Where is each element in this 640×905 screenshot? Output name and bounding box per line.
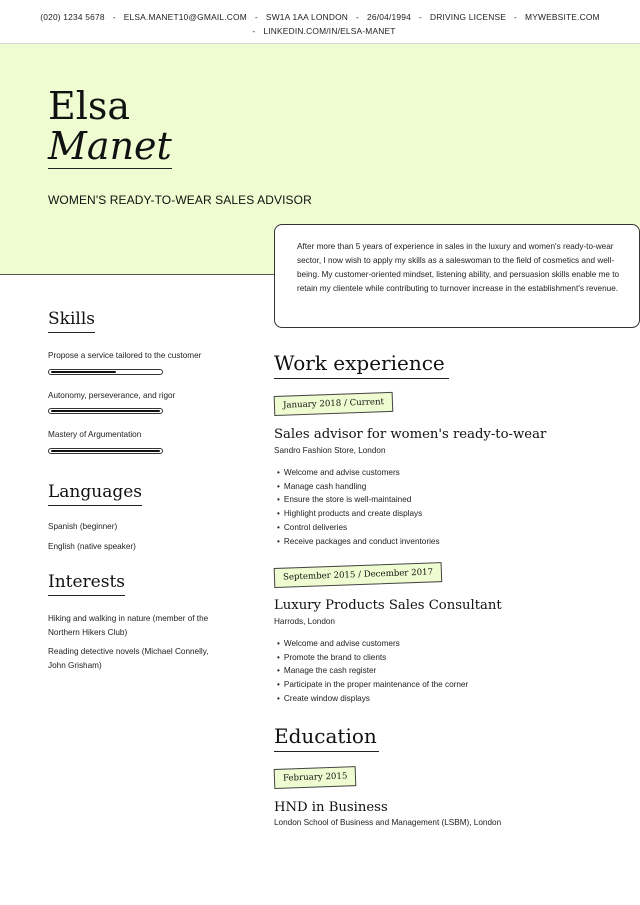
language-item-2: English (native speaker) [48, 542, 136, 551]
task-item: • Welcome and advise customers [277, 637, 468, 651]
task-item: • Participate in the proper maintenance of the corner [277, 678, 468, 692]
task-item: • Manage the cash register [277, 664, 468, 678]
contact-line-1: (020) 1234 5678 - ELSA.MANET10@GMAIL.COM - SW1A 1AA LONDON - 26/04/1994 - DRIVING LICENSE - MYWEBSITE.COM [40, 12, 600, 22]
contact-bar [0, 0, 640, 44]
skill-fill-1 [51, 371, 116, 373]
job-title: WOMEN'S READY-TO-WEAR SALES ADVISOR [48, 193, 312, 207]
interest-item-2: Reading detective novels (Michael Connelly, John Grisham) [48, 647, 209, 670]
task-item: • Promote the brand to clients [277, 651, 468, 665]
work-experience-title: Work experience [274, 351, 449, 379]
languages-title: Languages [48, 482, 142, 506]
contact-license: DRIVING LICENSE [429, 12, 507, 22]
skill-label-1: Propose a service tailored to the customer [48, 351, 202, 360]
last-name: Manet [48, 124, 172, 168]
task-item: • Manage cash handling [277, 480, 440, 494]
contact-website[interactable]: MYWEBSITE.COM [525, 12, 600, 22]
language-item-1: Spanish (beginner) [48, 522, 118, 531]
job-1-date: January 2018 / Current [274, 392, 394, 416]
contact-linkedin[interactable]: LINKEDIN.COM/IN/ELSA-MANET [263, 26, 396, 36]
job-1-employer: Sandro Fashion Store, London [274, 446, 386, 455]
skill-bar-1 [48, 369, 163, 375]
education-date: February 2015 [274, 766, 357, 789]
task-item: • Control deliveries [277, 521, 440, 535]
task-item: • Highlight products and create displays [277, 507, 440, 521]
summary-text: After more than 5 years of experience in sales in the luxury and women's ready-to-wear sector, I now wish to apply my skills as a saleswoman to the field of cosmetics and well-being. My customer-oriented mindset, listening ability, and persuasion skills enable me to retain my clientele while contributing to turnover increase in the establishment's revenue. [297, 242, 620, 293]
skill-bar-3 [48, 448, 163, 454]
job-1-tasks [277, 466, 440, 548]
job-2-tasks [277, 637, 468, 706]
job-2-position: Luxury Products Sales Consultant [274, 598, 502, 613]
task-item: • Ensure the store is well-maintained [277, 493, 440, 507]
task-item: • Receive packages and conduct inventories [277, 535, 440, 549]
skill-label-2: Autonomy, perseverance, and rigor [48, 391, 176, 400]
skill-fill-3 [51, 450, 160, 452]
job-2-date: September 2015 / December 2017 [274, 562, 443, 588]
education-degree: HND in Business [274, 800, 388, 815]
task-item: • Welcome and advise customers [277, 466, 440, 480]
contact-phone: (020) 1234 5678 [40, 12, 105, 22]
skill-fill-2 [51, 410, 160, 412]
skill-bar-2 [48, 408, 163, 414]
skill-label-3: Mastery of Argumentation [48, 430, 142, 439]
contact-line-2: - LINKEDIN.COM/IN/ELSA-MANET [252, 26, 396, 36]
task-item: • Create window displays [277, 692, 468, 706]
job-1-position: Sales advisor for women's ready-to-wear [274, 427, 547, 442]
contact-email[interactable]: ELSA.MANET10@GMAIL.COM [123, 12, 247, 22]
contact-dob: 26/04/1994 [367, 12, 411, 22]
first-name: Elsa [48, 84, 131, 128]
education-title: Education [274, 724, 379, 752]
contact-address: SW1A 1AA LONDON [265, 12, 349, 22]
job-2-employer: Harrods, London [274, 617, 335, 626]
education-school: London School of Business and Management (LSBM), London [274, 818, 502, 827]
skills-title: Skills [48, 309, 95, 333]
interests-title: Interests [48, 572, 125, 596]
interest-item-1: Hiking and walking in nature (member of the Northern Hikers Club) [48, 614, 209, 637]
